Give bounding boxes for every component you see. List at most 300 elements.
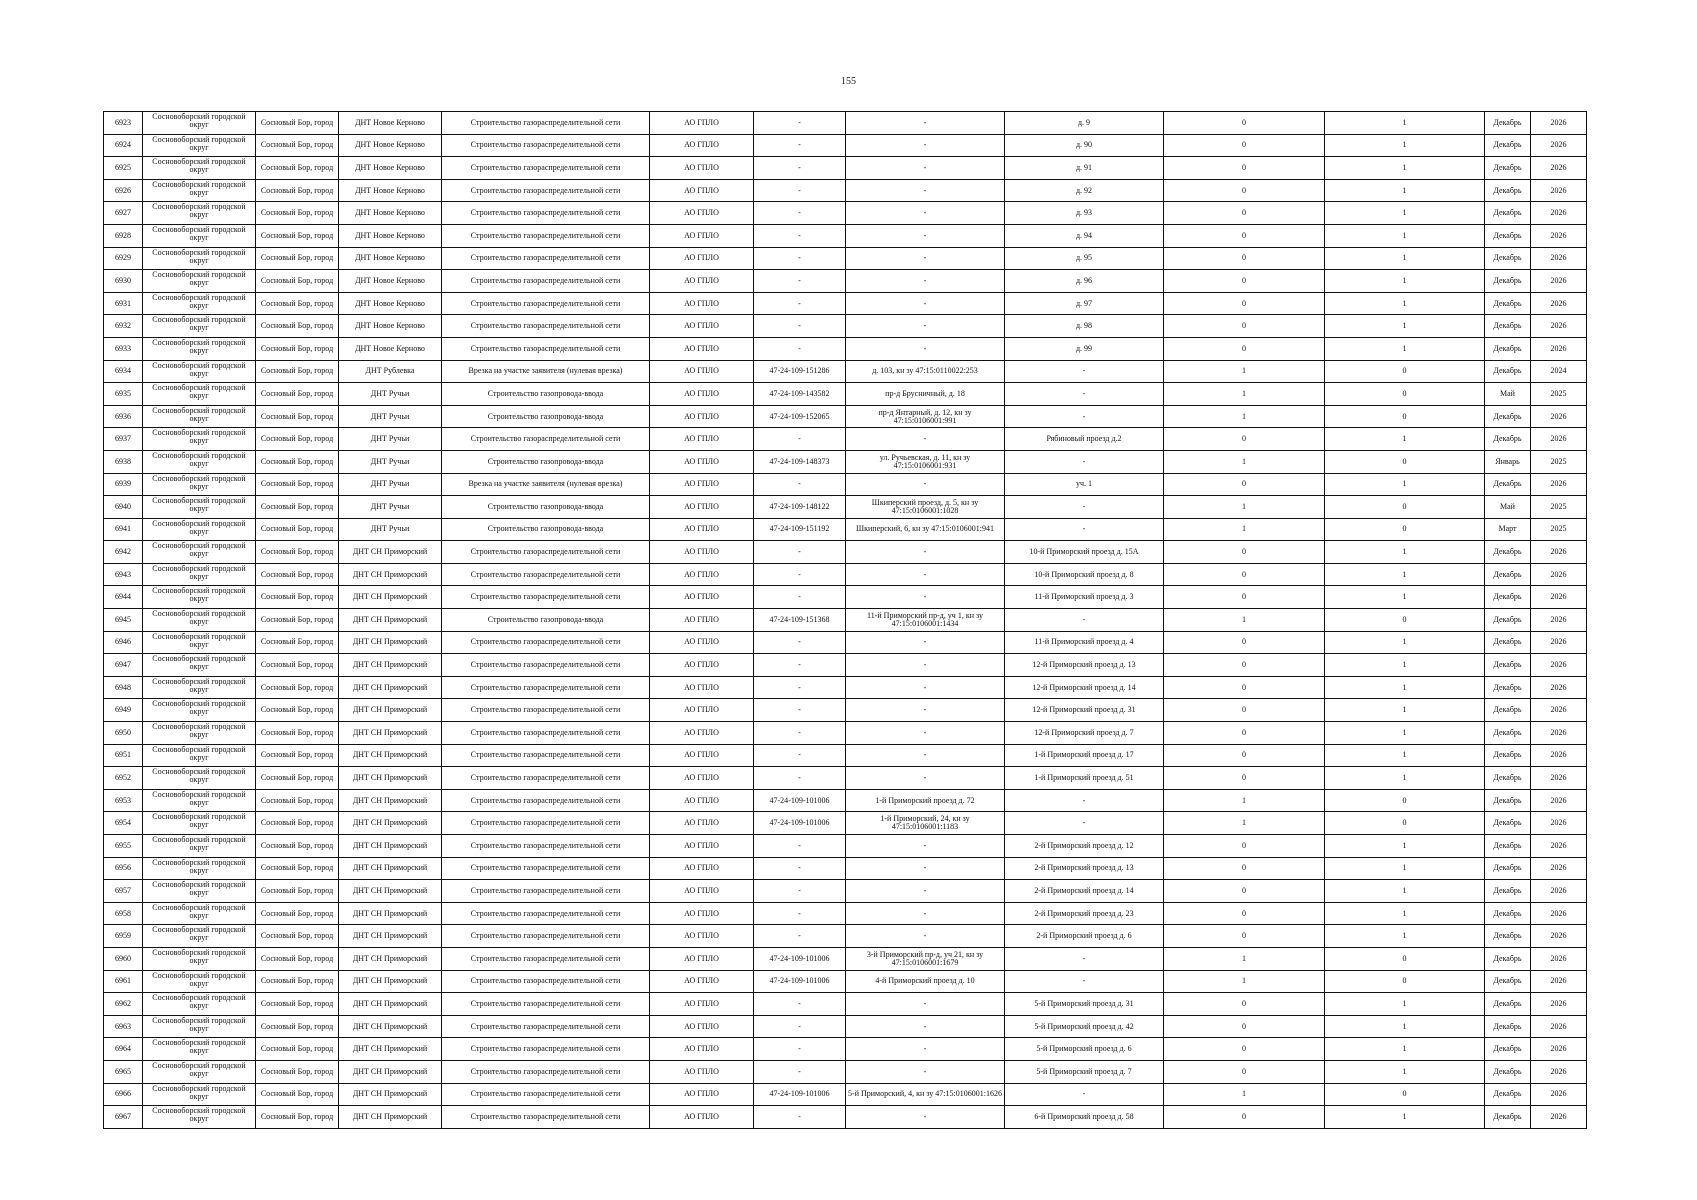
table-row <box>104 134 1587 157</box>
cell-municipality: Сосновоборский городской округ <box>143 789 256 812</box>
cell-organization: АО ГПЛО <box>650 563 754 586</box>
cell-settlement: Сосновый Бор, город <box>256 450 339 473</box>
cell-month: Декабрь <box>1485 857 1531 880</box>
cell-application-number: - <box>754 473 846 496</box>
cell-organization: АО ГПЛО <box>650 676 754 699</box>
cell-settlement: Сосновый Бор, город <box>256 247 339 270</box>
cell-month: Декабрь <box>1485 315 1531 338</box>
table-row <box>104 450 1587 473</box>
cell-organization: АО ГПЛО <box>650 835 754 858</box>
cell-locality: ДНТ СН Приморский <box>339 631 442 654</box>
cell-municipality: Сосновоборский городской округ <box>143 631 256 654</box>
cell-organization: АО ГПЛО <box>650 744 754 767</box>
cell-year: 2026 <box>1531 315 1587 338</box>
cell-address: - <box>846 541 1005 564</box>
cell-municipality: Сосновоборский городской округ <box>143 112 256 135</box>
cell-locality: ДНТ СН Приморский <box>339 857 442 880</box>
cell-count-a: 1 <box>1164 405 1325 428</box>
cell-object-address: - <box>1005 518 1164 541</box>
cell-row-number: 6945 <box>104 609 143 632</box>
cell-object-address: д. 95 <box>1005 247 1164 270</box>
cell-count-a: 0 <box>1164 1015 1325 1038</box>
cell-object-address: 11-й Приморский проезд д. 4 <box>1005 631 1164 654</box>
cell-year: 2026 <box>1531 292 1587 315</box>
cell-locality: ДНТ Новое Керново <box>339 224 442 247</box>
table-row <box>104 925 1587 948</box>
cell-municipality: Сосновоборский городской округ <box>143 902 256 925</box>
cell-row-number: 6948 <box>104 676 143 699</box>
cell-count-b: 1 <box>1325 744 1485 767</box>
table-row <box>104 744 1587 767</box>
cell-address: - <box>846 1060 1005 1083</box>
cell-address: - <box>846 202 1005 225</box>
cell-organization: АО ГПЛО <box>650 970 754 993</box>
cell-address: - <box>846 473 1005 496</box>
cell-work-type: Строительство газораспределительной сети <box>442 1060 650 1083</box>
cell-settlement: Сосновый Бор, город <box>256 518 339 541</box>
cell-application-number: - <box>754 1038 846 1061</box>
cell-year: 2026 <box>1531 835 1587 858</box>
cell-count-b: 1 <box>1325 315 1485 338</box>
cell-organization: АО ГПЛО <box>650 383 754 406</box>
cell-month: Декабрь <box>1485 405 1531 428</box>
cell-organization: АО ГПЛО <box>650 789 754 812</box>
cell-object-address: 12-й Приморский проезд д. 14 <box>1005 676 1164 699</box>
cell-object-address: - <box>1005 360 1164 383</box>
cell-count-a: 0 <box>1164 744 1325 767</box>
cell-year: 2026 <box>1531 654 1587 677</box>
cell-count-a: 1 <box>1164 450 1325 473</box>
cell-organization: АО ГПЛО <box>650 1106 754 1129</box>
cell-row-number: 6956 <box>104 857 143 880</box>
cell-organization: АО ГПЛО <box>650 880 754 903</box>
cell-count-b: 1 <box>1325 112 1485 135</box>
cell-row-number: 6967 <box>104 1106 143 1129</box>
cell-year: 2026 <box>1531 473 1587 496</box>
cell-work-type: Строительство газораспределительной сети <box>442 1038 650 1061</box>
cell-count-a: 0 <box>1164 767 1325 790</box>
cell-address: - <box>846 157 1005 180</box>
cell-count-a: 0 <box>1164 157 1325 180</box>
cell-year: 2025 <box>1531 518 1587 541</box>
table-row <box>104 405 1587 428</box>
cell-count-a: 1 <box>1164 609 1325 632</box>
cell-application-number: - <box>754 1060 846 1083</box>
cell-count-b: 1 <box>1325 157 1485 180</box>
cell-address: - <box>846 134 1005 157</box>
cell-month: Декабрь <box>1485 880 1531 903</box>
cell-count-b: 0 <box>1325 383 1485 406</box>
cell-year: 2026 <box>1531 247 1587 270</box>
cell-settlement: Сосновый Бор, город <box>256 428 339 451</box>
cell-year: 2026 <box>1531 925 1587 948</box>
cell-row-number: 6962 <box>104 993 143 1016</box>
cell-month: Январь <box>1485 450 1531 473</box>
cell-object-address: - <box>1005 609 1164 632</box>
cell-object-address: Рябиновый проезд д.2 <box>1005 428 1164 451</box>
table-row <box>104 947 1587 970</box>
cell-address: - <box>846 744 1005 767</box>
cell-count-b: 1 <box>1325 857 1485 880</box>
cell-count-b: 1 <box>1325 722 1485 745</box>
table-row <box>104 970 1587 993</box>
cell-year: 2026 <box>1531 112 1587 135</box>
cell-municipality: Сосновоборский городской округ <box>143 835 256 858</box>
cell-settlement: Сосновый Бор, город <box>256 405 339 428</box>
cell-municipality: Сосновоборский городской округ <box>143 1015 256 1038</box>
cell-object-address: 6-й Приморский проезд д. 58 <box>1005 1106 1164 1129</box>
cell-object-address: - <box>1005 450 1164 473</box>
cell-work-type: Строительство газораспределительной сети <box>442 1106 650 1129</box>
cell-count-b: 1 <box>1325 835 1485 858</box>
table-row <box>104 902 1587 925</box>
cell-year: 2026 <box>1531 1060 1587 1083</box>
table-row <box>104 722 1587 745</box>
cell-application-number: - <box>754 767 846 790</box>
cell-address: - <box>846 722 1005 745</box>
cell-application-number: - <box>754 993 846 1016</box>
cell-object-address: 11-й Приморский проезд д. 3 <box>1005 586 1164 609</box>
cell-object-address: д. 9 <box>1005 112 1164 135</box>
table-row <box>104 518 1587 541</box>
cell-settlement: Сосновый Бор, город <box>256 473 339 496</box>
cell-application-number: - <box>754 631 846 654</box>
cell-count-b: 1 <box>1325 224 1485 247</box>
cell-settlement: Сосновый Бор, город <box>256 789 339 812</box>
cell-application-number: - <box>754 722 846 745</box>
cell-municipality: Сосновоборский городской округ <box>143 541 256 564</box>
cell-application-number: - <box>754 902 846 925</box>
cell-settlement: Сосновый Бор, город <box>256 134 339 157</box>
cell-organization: АО ГПЛО <box>650 993 754 1016</box>
cell-locality: ДНТ СН Приморский <box>339 676 442 699</box>
cell-year: 2026 <box>1531 541 1587 564</box>
cell-settlement: Сосновый Бор, город <box>256 224 339 247</box>
table-row <box>104 993 1587 1016</box>
cell-object-address: 12-й Приморский проезд д. 31 <box>1005 699 1164 722</box>
cell-locality: ДНТ СН Приморский <box>339 789 442 812</box>
cell-row-number: 6939 <box>104 473 143 496</box>
cell-row-number: 6960 <box>104 947 143 970</box>
cell-settlement: Сосновый Бор, город <box>256 676 339 699</box>
cell-year: 2026 <box>1531 1038 1587 1061</box>
cell-count-b: 1 <box>1325 292 1485 315</box>
table-row <box>104 676 1587 699</box>
cell-month: Декабрь <box>1485 789 1531 812</box>
cell-organization: АО ГПЛО <box>650 496 754 519</box>
cell-address: - <box>846 676 1005 699</box>
cell-organization: АО ГПЛО <box>650 857 754 880</box>
cell-organization: АО ГПЛО <box>650 609 754 632</box>
cell-count-b: 1 <box>1325 428 1485 451</box>
cell-locality: ДНТ Ручьи <box>339 450 442 473</box>
cell-count-a: 0 <box>1164 676 1325 699</box>
cell-organization: АО ГПЛО <box>650 631 754 654</box>
cell-settlement: Сосновый Бор, город <box>256 902 339 925</box>
cell-work-type: Строительство газораспределительной сети <box>442 902 650 925</box>
cell-count-b: 1 <box>1325 247 1485 270</box>
cell-locality: ДНТ СН Приморский <box>339 925 442 948</box>
cell-count-b: 1 <box>1325 1015 1485 1038</box>
table-row <box>104 541 1587 564</box>
cell-settlement: Сосновый Бор, город <box>256 179 339 202</box>
cell-locality: ДНТ Рублевка <box>339 360 442 383</box>
cell-count-b: 1 <box>1325 541 1485 564</box>
cell-locality: ДНТ Ручьи <box>339 383 442 406</box>
table-row <box>104 1106 1587 1129</box>
cell-work-type: Строительство газораспределительной сети <box>442 857 650 880</box>
cell-month: Декабрь <box>1485 1060 1531 1083</box>
cell-work-type: Строительство газораспределительной сети <box>442 179 650 202</box>
cell-count-a: 0 <box>1164 1038 1325 1061</box>
cell-address: 5-й Приморский, 4, кн зу 47:15:0106001:1626 <box>846 1083 1005 1106</box>
cell-address: - <box>846 880 1005 903</box>
cell-municipality: Сосновоборский городской округ <box>143 699 256 722</box>
cell-application-number: - <box>754 337 846 360</box>
cell-organization: АО ГПЛО <box>650 473 754 496</box>
cell-application-number: 47-24-109-101006 <box>754 970 846 993</box>
cell-count-a: 0 <box>1164 292 1325 315</box>
cell-row-number: 6932 <box>104 315 143 338</box>
cell-locality: ДНТ СН Приморский <box>339 812 442 835</box>
cell-year: 2026 <box>1531 179 1587 202</box>
cell-address: 1-й Приморский, 24, кн зу 47:15:0106001:1183 <box>846 812 1005 835</box>
cell-count-a: 0 <box>1164 337 1325 360</box>
table-row <box>104 157 1587 180</box>
cell-settlement: Сосновый Бор, город <box>256 970 339 993</box>
cell-count-b: 0 <box>1325 405 1485 428</box>
cell-application-number: - <box>754 179 846 202</box>
table-row <box>104 383 1587 406</box>
cell-municipality: Сосновоборский городской округ <box>143 405 256 428</box>
cell-row-number: 6961 <box>104 970 143 993</box>
cell-locality: ДНТ СН Приморский <box>339 609 442 632</box>
cell-row-number: 6959 <box>104 925 143 948</box>
cell-municipality: Сосновоборский городской округ <box>143 947 256 970</box>
cell-year: 2026 <box>1531 202 1587 225</box>
cell-application-number: - <box>754 857 846 880</box>
cell-address: - <box>846 563 1005 586</box>
cell-object-address: 1-й Приморский проезд д. 17 <box>1005 744 1164 767</box>
cell-object-address: - <box>1005 812 1164 835</box>
cell-address: 4-й Приморский проезд д. 10 <box>846 970 1005 993</box>
cell-organization: АО ГПЛО <box>650 541 754 564</box>
cell-organization: АО ГПЛО <box>650 134 754 157</box>
cell-count-a: 0 <box>1164 1060 1325 1083</box>
cell-application-number: - <box>754 315 846 338</box>
cell-settlement: Сосновый Бор, город <box>256 270 339 293</box>
cell-row-number: 6957 <box>104 880 143 903</box>
cell-locality: ДНТ СН Приморский <box>339 1015 442 1038</box>
cell-locality: ДНТ СН Приморский <box>339 1038 442 1061</box>
cell-settlement: Сосновый Бор, город <box>256 383 339 406</box>
cell-settlement: Сосновый Бор, город <box>256 609 339 632</box>
cell-row-number: 6937 <box>104 428 143 451</box>
cell-object-address: д. 99 <box>1005 337 1164 360</box>
cell-application-number: - <box>754 247 846 270</box>
cell-work-type: Строительство газораспределительной сети <box>442 315 650 338</box>
cell-locality: ДНТ Новое Керново <box>339 112 442 135</box>
cell-row-number: 6946 <box>104 631 143 654</box>
cell-count-b: 1 <box>1325 699 1485 722</box>
cell-application-number: - <box>754 157 846 180</box>
cell-row-number: 6964 <box>104 1038 143 1061</box>
cell-count-a: 0 <box>1164 654 1325 677</box>
cell-work-type: Строительство газораспределительной сети <box>442 993 650 1016</box>
cell-settlement: Сосновый Бор, город <box>256 337 339 360</box>
cell-count-b: 1 <box>1325 767 1485 790</box>
cell-address: - <box>846 270 1005 293</box>
cell-row-number: 6966 <box>104 1083 143 1106</box>
cell-address: - <box>846 247 1005 270</box>
cell-month: Декабрь <box>1485 541 1531 564</box>
cell-object-address: 2-й Приморский проезд д. 6 <box>1005 925 1164 948</box>
cell-settlement: Сосновый Бор, город <box>256 1106 339 1129</box>
cell-organization: АО ГПЛО <box>650 699 754 722</box>
cell-count-b: 0 <box>1325 518 1485 541</box>
cell-row-number: 6955 <box>104 835 143 858</box>
cell-object-address: 12-й Приморский проезд д. 7 <box>1005 722 1164 745</box>
cell-count-b: 1 <box>1325 202 1485 225</box>
cell-work-type: Строительство газораспределительной сети <box>442 970 650 993</box>
cell-work-type: Строительство газораспределительной сети <box>442 744 650 767</box>
cell-month: Декабрь <box>1485 722 1531 745</box>
cell-municipality: Сосновоборский городской округ <box>143 1106 256 1129</box>
cell-locality: ДНТ СН Приморский <box>339 902 442 925</box>
cell-year: 2026 <box>1531 970 1587 993</box>
cell-locality: ДНТ СН Приморский <box>339 1060 442 1083</box>
cell-address: - <box>846 1015 1005 1038</box>
cell-settlement: Сосновый Бор, город <box>256 767 339 790</box>
cell-municipality: Сосновоборский городской округ <box>143 202 256 225</box>
cell-organization: АО ГПЛО <box>650 202 754 225</box>
cell-month: Декабрь <box>1485 925 1531 948</box>
cell-settlement: Сосновый Бор, город <box>256 722 339 745</box>
cell-settlement: Сосновый Бор, город <box>256 292 339 315</box>
cell-municipality: Сосновоборский городской округ <box>143 224 256 247</box>
table-row <box>104 835 1587 858</box>
cell-row-number: 6930 <box>104 270 143 293</box>
cell-municipality: Сосновоборский городской округ <box>143 157 256 180</box>
cell-organization: АО ГПЛО <box>650 405 754 428</box>
cell-settlement: Сосновый Бор, город <box>256 586 339 609</box>
cell-count-a: 0 <box>1164 631 1325 654</box>
cell-count-b: 1 <box>1325 563 1485 586</box>
cell-address: Шкиперский проезд, д. 5, кн зу 47:15:0106001:1028 <box>846 496 1005 519</box>
cell-work-type: Строительство газораспределительной сети <box>442 292 650 315</box>
cell-count-a: 0 <box>1164 563 1325 586</box>
cell-year: 2026 <box>1531 722 1587 745</box>
cell-municipality: Сосновоборский городской округ <box>143 1038 256 1061</box>
page-number: 155 <box>841 76 856 87</box>
cell-row-number: 6926 <box>104 179 143 202</box>
cell-work-type: Строительство газораспределительной сети <box>442 654 650 677</box>
cell-organization: АО ГПЛО <box>650 270 754 293</box>
cell-year: 2026 <box>1531 1015 1587 1038</box>
cell-month: Декабрь <box>1485 902 1531 925</box>
table-row <box>104 1060 1587 1083</box>
cell-object-address: д. 93 <box>1005 202 1164 225</box>
cell-organization: АО ГПЛО <box>650 518 754 541</box>
cell-application-number: - <box>754 699 846 722</box>
cell-count-b: 1 <box>1325 1038 1485 1061</box>
cell-count-a: 0 <box>1164 112 1325 135</box>
cell-year: 2026 <box>1531 699 1587 722</box>
cell-organization: АО ГПЛО <box>650 428 754 451</box>
cell-count-a: 0 <box>1164 428 1325 451</box>
cell-application-number: - <box>754 835 846 858</box>
cell-object-address: 1-й Приморский проезд д. 51 <box>1005 767 1164 790</box>
cell-month: Декабрь <box>1485 767 1531 790</box>
cell-municipality: Сосновоборский городской округ <box>143 315 256 338</box>
cell-count-b: 0 <box>1325 812 1485 835</box>
cell-count-a: 0 <box>1164 902 1325 925</box>
table-row <box>104 247 1587 270</box>
cell-settlement: Сосновый Бор, город <box>256 947 339 970</box>
cell-municipality: Сосновоборский городской округ <box>143 744 256 767</box>
cell-locality: ДНТ Новое Керново <box>339 292 442 315</box>
cell-locality: ДНТ СН Приморский <box>339 1106 442 1129</box>
cell-object-address: 2-й Приморский проезд д. 14 <box>1005 880 1164 903</box>
cell-count-a: 1 <box>1164 518 1325 541</box>
table-row <box>104 428 1587 451</box>
cell-locality: ДНТ СН Приморский <box>339 654 442 677</box>
cell-year: 2026 <box>1531 405 1587 428</box>
cell-municipality: Сосновоборский городской округ <box>143 609 256 632</box>
cell-address: - <box>846 224 1005 247</box>
cell-locality: ДНТ Новое Керново <box>339 134 442 157</box>
cell-application-number: 47-24-109-148373 <box>754 450 846 473</box>
cell-address: - <box>846 925 1005 948</box>
cell-application-number: - <box>754 541 846 564</box>
cell-object-address: 10-й Приморский проезд д. 15А <box>1005 541 1164 564</box>
cell-locality: ДНТ Ручьи <box>339 405 442 428</box>
cell-month: Декабрь <box>1485 835 1531 858</box>
cell-month: Декабрь <box>1485 631 1531 654</box>
cell-locality: ДНТ СН Приморский <box>339 586 442 609</box>
cell-address: - <box>846 631 1005 654</box>
cell-municipality: Сосновоборский городской округ <box>143 383 256 406</box>
table-row <box>104 699 1587 722</box>
cell-month: Декабрь <box>1485 337 1531 360</box>
table-row <box>104 609 1587 632</box>
cell-application-number: 47-24-109-151286 <box>754 360 846 383</box>
cell-month: Декабрь <box>1485 1106 1531 1129</box>
cell-work-type: Строительство газопровода-ввода <box>442 518 650 541</box>
cell-application-number: 47-24-109-101006 <box>754 1083 846 1106</box>
cell-row-number: 6954 <box>104 812 143 835</box>
table-row <box>104 586 1587 609</box>
cell-count-b: 1 <box>1325 993 1485 1016</box>
cell-row-number: 6958 <box>104 902 143 925</box>
cell-count-b: 1 <box>1325 134 1485 157</box>
cell-organization: АО ГПЛО <box>650 292 754 315</box>
cell-work-type: Строительство газораспределительной сети <box>442 428 650 451</box>
cell-count-a: 0 <box>1164 857 1325 880</box>
cell-address: - <box>846 993 1005 1016</box>
cell-count-a: 0 <box>1164 247 1325 270</box>
cell-application-number: - <box>754 428 846 451</box>
cell-count-b: 1 <box>1325 880 1485 903</box>
cell-municipality: Сосновоборский городской округ <box>143 360 256 383</box>
cell-settlement: Сосновый Бор, город <box>256 112 339 135</box>
cell-locality: ДНТ Ручьи <box>339 428 442 451</box>
cell-month: Декабрь <box>1485 676 1531 699</box>
cell-address: - <box>846 586 1005 609</box>
cell-locality: ДНТ СН Приморский <box>339 970 442 993</box>
cell-year: 2026 <box>1531 586 1587 609</box>
cell-object-address: 12-й Приморский проезд д. 13 <box>1005 654 1164 677</box>
